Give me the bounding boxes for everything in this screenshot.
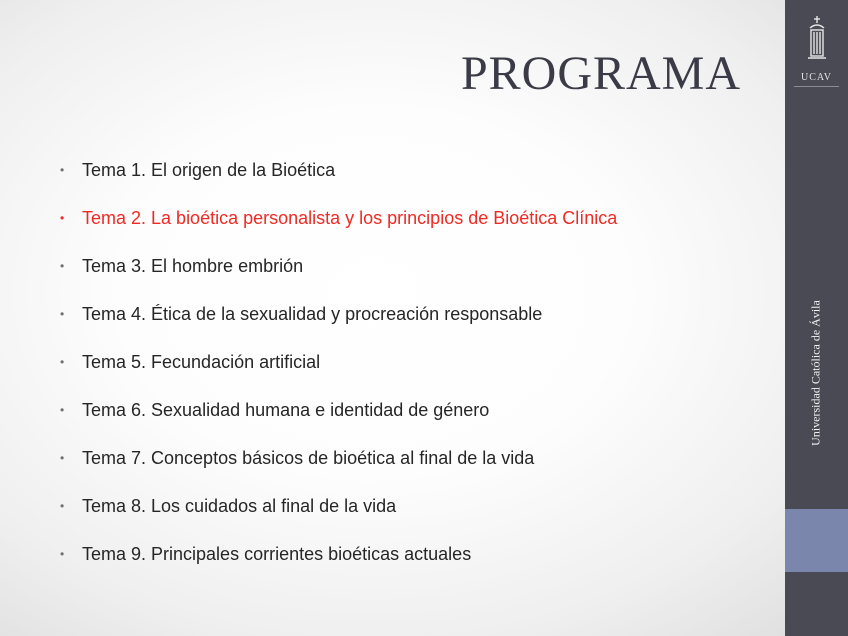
logo-divider xyxy=(794,86,839,87)
topic-item-7 xyxy=(58,445,617,493)
sidebar xyxy=(785,0,848,636)
topic-text: Tema 9. Principales corrientes bioéticas actuales xyxy=(82,544,472,564)
bullet-icon: • xyxy=(60,211,65,225)
bullet-icon: • xyxy=(60,499,65,513)
logo-text: UCAV xyxy=(800,72,833,83)
topic-text: Tema 1. El origen de la Bioética xyxy=(82,160,336,180)
topic-text: Tema 3. El hombre embrión xyxy=(82,256,304,276)
topic-text: Tema 4. Ética de la sexualidad y procreación responsable xyxy=(82,304,543,324)
bullet-icon: • xyxy=(60,547,65,561)
bullet-icon: • xyxy=(60,163,65,177)
bullet-icon: • xyxy=(60,403,65,417)
topic-item-6 xyxy=(58,397,617,445)
bullet-icon: • xyxy=(60,355,65,369)
bullet-icon: • xyxy=(60,259,65,273)
sidebar-accent-block xyxy=(785,509,848,572)
topic-item-4 xyxy=(58,301,617,349)
topic-item-8 xyxy=(58,493,617,541)
topic-text: Tema 5. Fecundación artificial xyxy=(82,352,321,372)
topic-text: Tema 6. Sexualidad humana e identidad de género xyxy=(82,400,490,420)
topic-text: Tema 7. Conceptos básicos de bioética al final de la vida xyxy=(82,448,535,468)
topic-text: Tema 8. Los cuidados al final de la vida xyxy=(82,496,397,516)
slide-title: PROGRAMA xyxy=(460,47,741,100)
topic-item-9 xyxy=(58,541,617,589)
university-name: Universidad Católica de Ávila xyxy=(808,300,823,446)
tower-crest-icon xyxy=(802,14,832,62)
bullet-icon: • xyxy=(60,451,65,465)
bullet-icon: • xyxy=(60,307,65,321)
topic-item-2 xyxy=(58,205,617,253)
university-logo xyxy=(794,14,839,94)
topic-item-5 xyxy=(58,349,617,397)
topic-list xyxy=(58,157,617,589)
topic-item-3 xyxy=(58,253,617,301)
topic-item-1 xyxy=(58,157,617,205)
topic-text: Tema 2. La bioética personalista y los principios de Bioética Clínica xyxy=(82,208,618,228)
